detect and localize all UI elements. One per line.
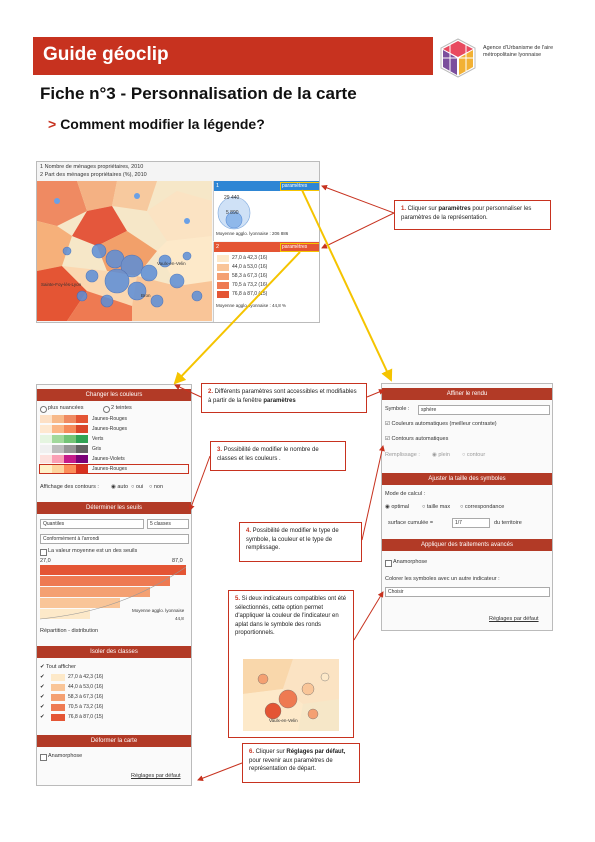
fill-option-outline[interactable]: ○ contour xyxy=(462,452,486,458)
guide-title: Guide géoclip xyxy=(43,44,169,65)
color-by-label: Colorer les symboles avec un autre indicateur : xyxy=(385,576,500,582)
fill-label: Remplissage : xyxy=(385,452,420,458)
auto-contours-checkbox[interactable]: ☑ Contours automatiques xyxy=(385,436,449,442)
callout-text: pour revenir aux paramètres de représentation de départ. xyxy=(249,757,333,772)
edges-option-yes[interactable]: ○ oui xyxy=(131,484,144,490)
chevron-right-icon: > xyxy=(48,116,57,132)
palette-name: Jaunes-Violets xyxy=(92,456,125,462)
palette-name: Jaunes-Rouges xyxy=(92,466,128,472)
class-checkbox[interactable]: ✔ xyxy=(40,704,45,710)
red-arrows xyxy=(175,186,394,780)
palette-option: plus nuancées xyxy=(48,405,84,411)
surface-suffix: du territoire xyxy=(494,520,522,526)
callout-text: Différents paramètres sont accessibles et modifiables à partir de la fenêtre xyxy=(208,389,357,404)
place-label: Vaulx-en-Velin xyxy=(157,261,186,266)
arrow-to-right-panel-yellow xyxy=(302,190,391,380)
anamorphose-label: Anamorphose xyxy=(48,753,83,759)
class-label: 76,8 à 87,0 (15) xyxy=(68,714,104,720)
layer-number: 1 xyxy=(40,164,44,170)
arrow-to-reset-left xyxy=(198,763,242,780)
palette-name: Gris xyxy=(92,446,102,452)
calc-option-match[interactable]: ○ correspondance xyxy=(460,504,505,510)
callout-emphasis: paramètres xyxy=(438,206,471,212)
yellow-arrows xyxy=(175,190,391,383)
callout-number: 2. xyxy=(208,389,214,395)
symbol-label: Symbole : xyxy=(385,406,410,412)
bubble-value: 5 890 xyxy=(226,210,239,216)
panel-head-render: Affiner le rendu xyxy=(382,388,552,400)
class-label: 70,5 à 73,2 (16) xyxy=(68,704,104,710)
calc-option-optimal[interactable]: ◉ optimal xyxy=(385,504,410,510)
class-label: 44,0 à 53,0 (16) xyxy=(232,264,268,270)
arrow-to-params-1 xyxy=(322,186,394,213)
logo-text: Agence d'Urbanisme de l'aire métropolitaine lyonnaise xyxy=(483,45,554,58)
class-label: 58,3 à 67,3 (16) xyxy=(68,694,104,700)
params-button-1[interactable]: paramètres xyxy=(280,182,320,191)
calc-option-max[interactable]: ○ taille max xyxy=(422,504,451,510)
mean-check-label: La valeur moyenne est un des seuils xyxy=(48,548,138,554)
surface-select[interactable]: 1/7 xyxy=(452,518,490,528)
reset-link-left[interactable]: Réglages par défaut xyxy=(131,773,181,779)
arrow-to-left-panel-yellow xyxy=(175,252,300,383)
panel-head-colors: Changer les couleurs xyxy=(37,389,191,401)
callout-number: 3. xyxy=(217,447,223,453)
class-label: 76,8 à 87,0 (15) xyxy=(232,291,268,297)
calc-label: Mode de calcul : xyxy=(385,491,426,497)
arrow-to-left-panel xyxy=(175,385,201,397)
callout-text: pour personnaliser les paramètres de la représentation. xyxy=(401,206,532,221)
callout-emphasis: Réglages par défaut, xyxy=(286,749,346,755)
arrow-to-colors xyxy=(190,456,210,510)
edges-option-auto[interactable]: ◉ auto xyxy=(111,484,129,490)
panel-head-size: Ajuster la taille des symboles xyxy=(382,473,552,485)
legend-number: 2 xyxy=(216,244,220,250)
palette-name: Jaunes-Rouges xyxy=(92,416,128,422)
arrow-to-right-panel xyxy=(367,390,384,397)
edges-label: Affichage des contours : xyxy=(40,484,99,490)
arrow-to-indicator xyxy=(354,592,383,640)
hist-footer: Répartition - distribution xyxy=(40,628,99,634)
hist-min: 27,0 xyxy=(40,558,51,564)
callout-text: Si deux indicateurs compatibles ont été sélectionnés, cette option permet d'appliquer la couleur de l'indicateur en aplat dans le symbole des ronds proportionnels. xyxy=(235,596,347,636)
arrow-to-symbol xyxy=(362,446,383,540)
reset-link-right[interactable]: Réglages par défaut xyxy=(489,616,539,622)
method-select[interactable]: Quantiles xyxy=(40,519,144,529)
place-label: Bron xyxy=(141,293,151,298)
surface-label: surface cumulée = xyxy=(388,520,434,526)
panel-head-isolate: Isoler des classes xyxy=(37,646,191,658)
auto-colors-checkbox[interactable]: ☑ Couleurs automatiques (meilleur contraste) xyxy=(385,421,497,427)
fill-option-full[interactable]: ◉ plein xyxy=(432,452,450,458)
classes-select[interactable]: 5 classes xyxy=(147,519,189,529)
symbol-select[interactable]: sphère xyxy=(418,405,550,415)
callout-number: 5. xyxy=(235,596,241,602)
class-note: Moyenne agglo. lyonnaise : 44,8 % xyxy=(216,303,287,308)
place-label: Sainte-Foy-lès-Lyon xyxy=(41,282,82,287)
callout-text: Cliquer sur xyxy=(254,749,287,755)
bubble-note: Moyenne agglo. lyonnaise : 206 886 xyxy=(216,231,289,236)
class-checkbox[interactable]: ✔ xyxy=(40,694,45,700)
subtitle-text: Comment modifier la légende? xyxy=(60,116,265,132)
palette-name: Jaunes-Rouges xyxy=(92,426,128,432)
anamorphose-label: Anamorphose xyxy=(393,559,428,565)
callout-number: 4. xyxy=(246,528,252,534)
edges-option-no[interactable]: ○ non xyxy=(149,484,164,490)
class-checkbox[interactable]: ✔ xyxy=(40,674,45,680)
callout-number: 6. xyxy=(249,749,255,755)
panel-head-advanced: Appliquer des traitements avancés xyxy=(382,539,552,551)
palette-option: 2 teintes xyxy=(111,405,132,411)
indicator-select[interactable]: Choisir xyxy=(385,587,550,597)
callout-text: Possibilité de modifier le type de symbole, la couleur et le type de remplissage. xyxy=(246,528,339,551)
palette-name: Verts xyxy=(92,436,104,442)
rounding-select[interactable]: Conformément à l'arrondi xyxy=(40,534,189,544)
page-title: Fiche n°3 - Personnalisation de la carte xyxy=(40,84,357,103)
panel-head-map: Déformer la carte xyxy=(37,735,191,747)
class-label: 70,5 à 73,2 (16) xyxy=(232,282,268,288)
arrow-to-params-2 xyxy=(322,213,394,248)
params-button-2[interactable]: paramètres xyxy=(280,243,320,252)
class-checkbox[interactable]: ✔ xyxy=(40,684,45,690)
class-label: 44,0 à 53,0 (16) xyxy=(68,684,104,690)
class-checkbox[interactable]: ✔ xyxy=(40,714,45,720)
layer-number: 2 xyxy=(40,172,44,178)
class-label: 27,0 à 42,3 (16) xyxy=(68,674,104,680)
hist-max: 87,0 xyxy=(172,558,183,564)
show-all-checkbox[interactable]: ✔ Tout afficher xyxy=(40,664,76,670)
callout-text: Cliquer sur xyxy=(406,206,439,212)
callout-number: 1. xyxy=(401,206,407,212)
panel-head-thresholds: Déterminer les seuils xyxy=(37,502,191,514)
class-label: 58,3 à 67,3 (16) xyxy=(232,273,268,279)
layer-label[interactable]: Part des ménages propriétaires (%), 2010 xyxy=(44,172,147,178)
class-label: 27,0 à 42,3 (16) xyxy=(232,255,268,261)
bubble-value: 29 440 xyxy=(224,195,240,201)
callout-emphasis: paramètres xyxy=(263,397,296,404)
hist-note: Moyenne agglo. lyonnaise xyxy=(132,608,185,613)
callout-text: Possibilité de modifier le nombre de classes et les couleurs . xyxy=(217,447,319,462)
legend-number: 1 xyxy=(216,183,220,189)
hist-value: 44,8 xyxy=(175,616,184,621)
layer-label[interactable]: Nombre de ménages propriétaires, 2010 xyxy=(44,164,144,170)
thumbnail-place-label: Vaulx-en-Velin xyxy=(269,718,298,723)
